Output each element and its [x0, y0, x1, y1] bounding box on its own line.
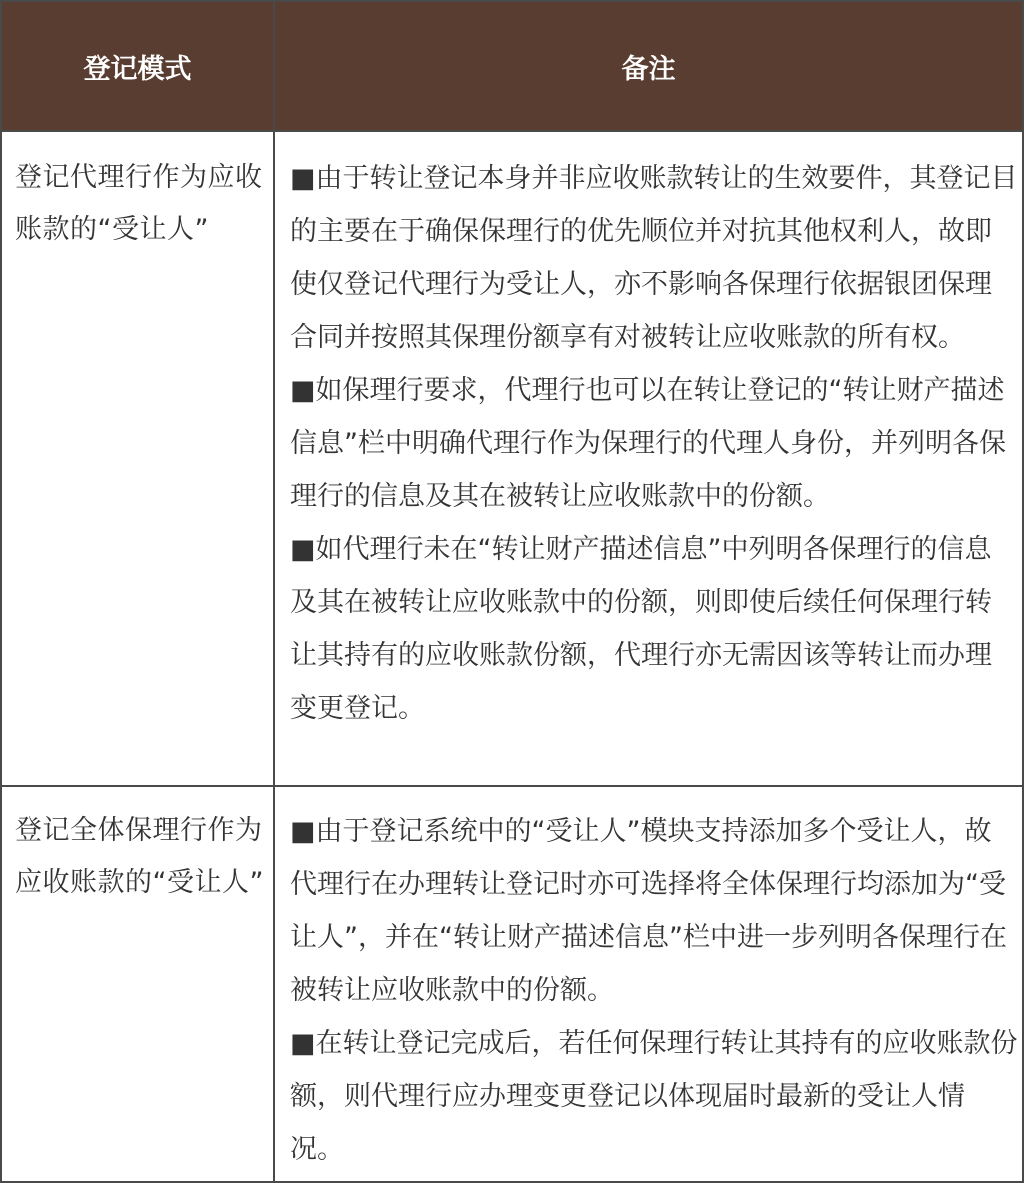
- header-mode: 登记模式: [83, 53, 192, 85]
- row-1-notes: [290, 152, 1018, 735]
- row-2-note-1: ■由于登记系统中的“受让人”模块支持添加多个受让人，故代理行在办理转让登记时亦可选择将全体保理行均添加为“受让人”，并在“转让财产描述信息”栏中进一步列明各保理行在被转让应收账款中的份额。: [290, 816, 1007, 1006]
- row-1-note-3: ■如代理行未在“转让财产描述信息”中列明各保理行的信息及其在被转让应收账款中的份额，则即使后续任何保理行转让其持有的应收账款份额，代理行亦无需因该等转让而办理变更登记。: [290, 534, 992, 724]
- row-divider: [2, 785, 1022, 787]
- row-1-note-2: ■如保理行要求，代理行也可以在转让登记的“转让财产描述信息”栏中明确代理行作为保理行的代理人身份，并列明各保理行的信息及其在被转让应收账款中的份额。: [290, 375, 1006, 512]
- row-2-note-2: ■在转让登记完成后，若任何保理行转让其持有的应收账款份额，则代理行应办理变更登记以体现届时最新的受让人情况。: [290, 1028, 1018, 1165]
- column-divider: [273, 2, 275, 1181]
- header-note: 备注: [621, 53, 676, 85]
- row-1-note-1: ■由于转让登记本身并非应收账款转让的生效要件，其登记目的主要在于确保保理行的优先顺位并对抗其他权利人，故即使仅登记代理行为受让人，亦不影响各保理行依据银团保理合同并按照其保理份额享有对被转让应收账款的所有权。: [290, 163, 1018, 353]
- row-2-mode: 登记全体保理行作为应收账款的“受让人”: [15, 815, 264, 898]
- row-1-mode: 登记代理行作为应收账款的“受让人”: [15, 162, 263, 245]
- table-header: [2, 2, 1022, 132]
- row-2-notes: [290, 805, 1018, 1176]
